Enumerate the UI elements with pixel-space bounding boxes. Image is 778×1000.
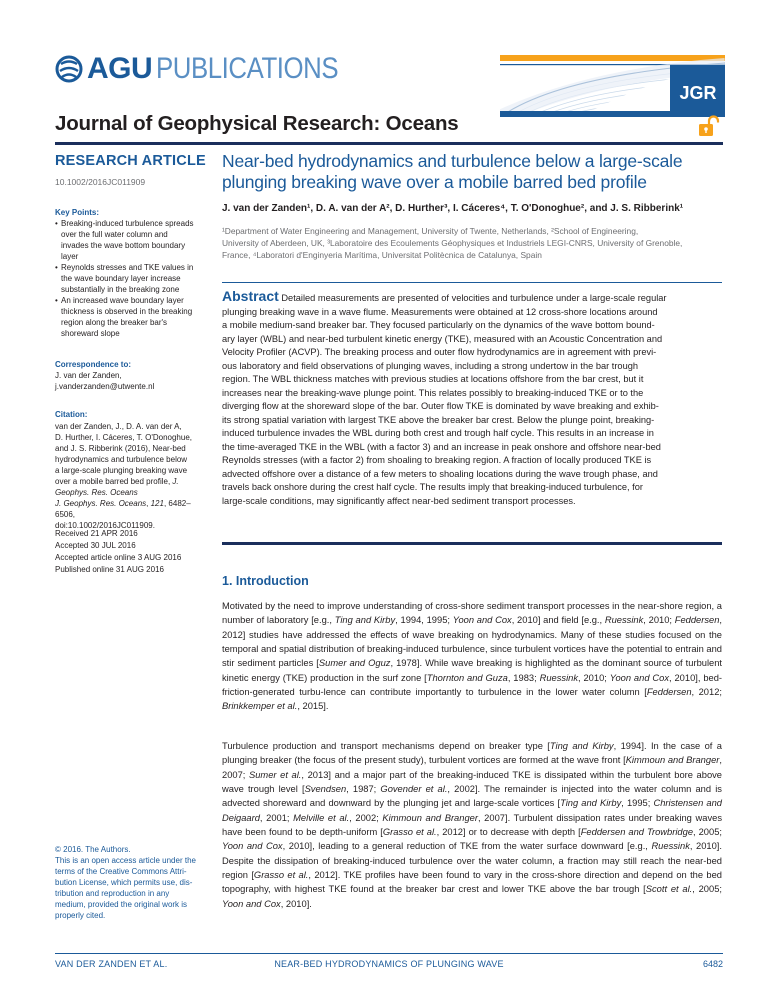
citation-doi-link[interactable]: doi:10.1002/2016JC011909. xyxy=(55,521,155,530)
abstract: Abstract Detailed measurements are presented of velocities and turbulence under a large-scale regular plunging breaking wave in a wave flume. Measurements were obtained at 12 cross-shore locations around a mobile medium-sand breaker bar. They focused particularly on the dynamics of the wave bottom bound- ary layer (WBL) and near-bed turbulent kinetic energy (TKE), measured with an Acoustic Concentration and Velocity Profiler (ACVP). The breaking process and outer flow hydrodynamics are in agreement with previ- ous laboratory and field observations of plunging waves, including a strong undertow in the bar trough region. The WBL thickness matches with previous studies at locations offshore from the bar crest, but it increases near the breaking-wave plunge point. This relates possibly to breaking-induced TKE or to the diverging flow at the shoreward slope of the bar. Outer flow TKE is dominated by wave breaking and exhib- its strong spatial variation with largest TKE above the breaker bar crest. Below the plunge point, breaking- induced turbulence invades the WBL during both crest and trough half cycle. This results in an increase in the time-averaged TKE in the WBL (with a factor 3) and an increase in peak onshore and offshore near-bed Reynolds stresses (with a factor 2) from shoaling to breaking region. A fraction of locally produced TKE is advected offshore over a distance of a few meters to shoaling locations during the wave trough phase, and travels back onshore during the crest half cycle. The results imply that breaking-induced turbulence, for large-scale conditions, may significantly affect near-bed sediment transport processes. xyxy=(222,288,667,506)
correspondence-block xyxy=(55,370,205,392)
accepted-online-date: Accepted article online 3 AUG 2016 xyxy=(55,553,182,562)
citation-volume: 121 xyxy=(150,499,164,508)
correspondence-heading: Correspondence to: xyxy=(55,360,132,369)
key-points-heading: Key Points: xyxy=(55,208,100,217)
open-access-lock-icon xyxy=(697,115,721,137)
author-list: J. van der Zanden¹, D. A. van der A², D. Hurther³, I. Cáceres⁴, T. O'Donoghue², and J. S. Ribberink¹ xyxy=(222,203,684,214)
article-type-label: RESEARCH ARTICLE xyxy=(55,153,206,169)
key-points-list xyxy=(55,218,205,339)
footer-running-title: NEAR-BED HYDRODYNAMICS OF PLUNGING WAVE xyxy=(274,959,504,969)
jgr-journal-badge xyxy=(500,55,725,117)
correspondence-email-link[interactable]: j.vanderzanden@utwente.nl xyxy=(55,382,155,391)
abstract-heading: Abstract xyxy=(222,288,279,304)
key-point: • Reynolds stresses and TKE values in the wave boundary layer increase substantially in the breaking zone xyxy=(55,262,205,295)
journal-title: Journal of Geophysical Research: Oceans xyxy=(55,112,459,135)
intro-paragraph-1: Motivated by the need to improve understanding of cross-shore sediment transport processes in the near-shore region, a number of laboratory [e.g., Ting and Kirby, 1994, 1995; Yoon and Cox, 2010] and field [e.g., Ruessink, 2010; Feddersen, 2012] studies have addressed the effects of wave breaking on hydrodynamics. Many of these studies focused on the temporal and spatial distribution of breaking-induced turbulence, since turbulent vortices have the potential to entrain and stir sediment particles [Sumer and Oguz, 1978]. While wave breaking is highlighted as the dominant source of turbulent kinetic energy (TKE) production in the surf zone [Thornton and Guza, 1983; Ruessink, 2010; Yoon and Cox, 2010], bed-friction-generated turbu-lence can contribute importantly to turbulence in the lower water column [Feddersen, 2012; Brinkkemper et al., 2015]. xyxy=(222,601,723,712)
key-point: • An increased wave boundary layer thickness is observed in the breaking region along the breaker bar's shoreward slope xyxy=(55,295,205,339)
accepted-date: Accepted 30 JUL 2016 xyxy=(55,541,136,550)
publisher-word: PUBLICATIONS xyxy=(156,52,339,85)
footer-rule xyxy=(55,953,723,954)
abstract-bottom-rule xyxy=(222,542,722,545)
intro-paragraph-2: Turbulence production and transport mechanisms depend on breaker type [Ting and Kirby, 1994]. In the case of a plunging breaker (the focus of the present study), turbulent vortices are formed at the wave front [Kimmoun and Branger, 2007; Sumer et al., 2013] and a major part of the breaking-induced TKE is dissipated within the turbulent bore above wave trough level [Svendsen, 1987; Govender et al., 2002]. The remainder is injected into the water column and is advected shoreward and downward by the plunging jet and large-scale vortices [Ting and Kirby, 1995; Christensen and Deigaard, 2001; Melville et al., 2002; Kimmoun and Branger, 2007]. Turbulent dissipation rates under breaking waves have been found to be depth-uniform [Grasso et al., 2012] or to decrease with depth [Feddersen and Trowbridge, 2005; Yoon and Cox, 2010], leading to a general reduction of TKE from the water surface downward [e.g., Ruessink, 2010]. Despite the dissipation of breaking-induced turbulence over the water column, a fraction may still reach the near-bed region [Grasso et al., 2012]. TKE profiles have been found to vary in the cross-shore direction and depend on the bed topography, with highest TKE found at the breaker bar crest and lower TKE above the bar trough [Scott et al., 2005; Yoon and Cox, 2010]. xyxy=(222,741,723,909)
received-date: Received 21 APR 2016 xyxy=(55,529,138,538)
affiliations: ¹Department of Water Engineering and Management, University of Twente, Netherlands, ²School of Engineering, University of Aberdeen, UK, ³Laboratoire des Ecoulements Géophysiques et Industriels LEGI-CNRS, University of Grenoble, France, ⁴Laboratori d'Enginyeria Marítima, Universitat Politècnica de Catalunya, Spain xyxy=(222,226,683,260)
citation-journal: J. Geophys. Res. Oceans xyxy=(55,477,179,497)
citation-heading: Citation: xyxy=(55,410,88,419)
jgr-badge-text: JGR xyxy=(679,83,717,103)
article-doi: 10.1002/2016JC011909 xyxy=(55,177,146,187)
agu-globe-icon xyxy=(55,55,83,83)
agu-publications-logo xyxy=(55,52,368,86)
key-point: • Breaking-induced turbulence spreads over the full water column and invades the wave bottom boundary layer xyxy=(55,218,205,262)
publication-dates xyxy=(55,528,205,576)
section-heading-introduction: 1. Introduction xyxy=(222,574,309,588)
abstract-top-rule xyxy=(222,282,722,283)
footer-authors: VAN DER ZANDEN ET AL. xyxy=(55,959,168,969)
publisher-abbrev: AGU xyxy=(87,52,153,85)
header-rule xyxy=(55,142,723,145)
published-date: Published online 31 AUG 2016 xyxy=(55,565,164,574)
footer-page-number: 6482 xyxy=(702,959,723,969)
copyright-notice: © 2016. The Authors. xyxy=(55,845,131,854)
citation-block: van der Zanden, J., D. A. van der A, D. Hurther, I. Cáceres, T. O'Donoghue, and J. S. Ribberink (2016), Near-bed hydrodynamics and turbulence below a large-scale plunging breaking wave over a mobile barred bed profile, J. Geophys. Res. Oceans J. Geophys. Res. Oceans, 121, 6482–6506, doi:10.1002/2016JC011909. xyxy=(55,421,205,531)
paper-title: Near-bed hydrodynamics and turbulence below a large-scale plunging breaking wave over a mobile barred bed profile xyxy=(222,151,683,192)
correspondence-name: J. van der Zanden, xyxy=(55,371,122,380)
license-notice: This is an open access article under the terms of the Creative Commons Attri- bution License, which permits use, dis- tribution and reproduction in any medium, provided the original work is properly cited. xyxy=(55,856,196,920)
